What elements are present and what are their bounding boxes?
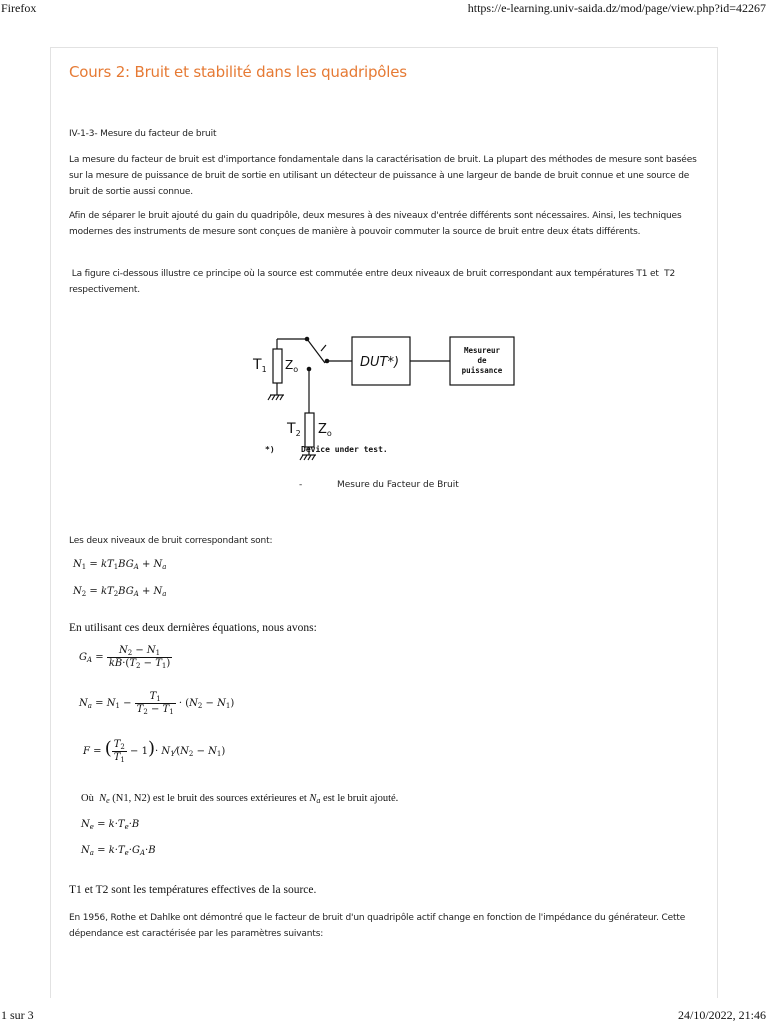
z0-bottom-label: $Z_o$: [318, 422, 332, 438]
equation-n1: $N_1 = kT_1BG_A + N_a$: [73, 559, 167, 571]
page-title: Cours 2: Bruit et stabilité dans les quadripôles: [69, 63, 407, 81]
print-header-left: Firefox: [1, 1, 37, 15]
paragraph-3: La figure ci-dessous illustre ce principe où la source est commutée entre deux niveaux de bruit correspondant aux températures T1 et T2 respectivement.: [69, 269, 678, 295]
equation-ne: $N_e = k\cdot T_e\cdot B$: [81, 819, 140, 831]
equation-n2: $N_2 = kT_2BG_A + N_a$: [73, 586, 167, 598]
footnote-mark: *): [265, 445, 275, 454]
t1-label: $T_1$: [253, 357, 267, 374]
paragraph-1: La mesure du facteur de bruit est d'importance fondamentale dans la caractérisation de bruit. La plupart des méthodes de mesure sont basées sur la mesure de puissance de bruit de sortie en utilisant un détecteur de puissance à une largeur de bande de bruit connue et une source de bruit de sortie aussi connue.: [69, 155, 697, 197]
z0-top-label: $Z_o$: [285, 358, 299, 374]
print-footer: [0, 1006, 768, 1024]
print-header-url[interactable]: https://e-learning.univ-saida.dz/mod/page/view.php?id=42267: [467, 1, 766, 15]
last-paragraph: En 1956, Rothe et Dahlke ont démontré que le facteur de bruit d'un quadripôle actif change en fonction de l'impédance du générateur. Cette dépendance est caractérisée par les paramètres suivants:: [69, 913, 686, 939]
equation-na: $N_a = N_1$ − $\frac{T_1}{T_2 - T_1}$ · $(N_2 - N_1)$: [79, 691, 235, 716]
print-timestamp: 24/10/2022, 21:46: [677, 1008, 766, 1022]
print-header: [0, 0, 768, 16]
levels-intro: Les deux niveaux de bruit correspondant sont:: [69, 536, 273, 546]
temperatures-text: T1 et T2 sont les températures effectives de la source.: [69, 884, 317, 896]
dut-label: DUT*): [360, 355, 400, 370]
footnote-text: Device under test.: [301, 445, 388, 454]
meter-label-line3: puissance: [461, 366, 503, 375]
equation-ga: $G_A$ = $\frac{N_2 - N_1}{kB\cdot(T_2 - T_1)}$: [79, 645, 171, 670]
figure-caption: Mesure du Facteur de Bruit: [337, 480, 459, 490]
where-text: Où $N_e$ (N1, N2) est le bruit des sources extérieures et $N_a$ est le bruit ajouté.: [81, 793, 399, 805]
using-equations-text: En utilisant ces deux dernières équations, nous avons:: [69, 622, 317, 634]
meter-label-line2: de: [477, 356, 487, 365]
page-counter: 1 sur 3: [1, 1008, 34, 1022]
caption-dash: -: [299, 480, 303, 490]
section-heading: IV-1-3- Mesure du facteur de bruit: [69, 129, 217, 139]
diagram-footnote: [261, 441, 461, 457]
noise-figure-measurement-diagram: [247, 321, 527, 461]
meter-label-line1: Mesureur: [463, 346, 501, 355]
t2-label: $T_2$: [287, 421, 301, 438]
paragraph-2: Afin de séparer le bruit ajouté du gain du quadripôle, deux mesures à des niveaux d'entrée différents sont nécessaires. Ainsi, les techniques modernes des instruments de mesure sont conçues de manière à pouvoir commuter la source de bruit entre deux états différents.: [69, 211, 682, 237]
equation-na-temp: $N_a = k\cdot T_e\cdot G_A\cdot B$: [81, 845, 156, 857]
page-content-card: [50, 47, 718, 998]
equation-f: F = ( $\frac{T_2}{T_1}$ − $1)\cdot N_1⁄(N_2 - N_1)$: [83, 738, 226, 764]
